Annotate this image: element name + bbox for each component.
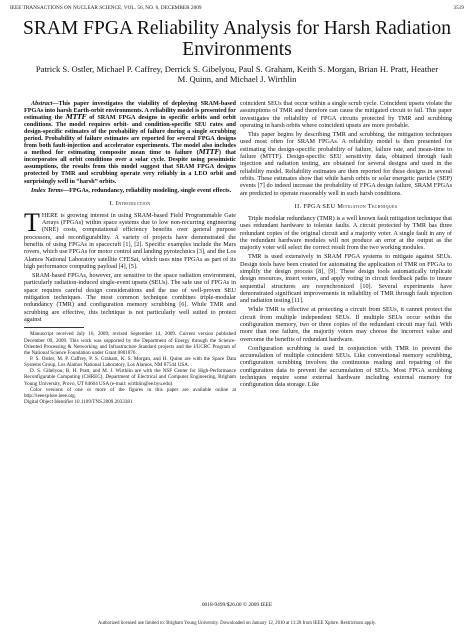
right-paragraph-5: While TMR is effective at protecting a circuit from SEUs, it cannot protect the circuit from multiple independent SEUs. If multiple SEUs occur within the configuration memory, two or three copies of the redundant circuit may fail. With more than one failure, the majority voters may choose the incorrect value and overcome the benefits of redundant hardware.: [240, 306, 452, 343]
section-heading-mitigation: II. FPGA SEU Mitigation Techniques: [294, 203, 398, 211]
footnote-affiliation-lanl: P. S. Ostler, M. P. Caffrey, P. S. Graham, K. S. Morgan, and H. Quinn are with the Space Data Systems Group, Los Alamos National Laboratory, Los Alamos, NM 87544 USA.: [24, 355, 236, 369]
index-terms-text: FPGAs, redundancy, reliability modeling, single event effects.: [69, 186, 232, 194]
intro-paragraph-1: [24, 207, 236, 271]
drop-cap: T: [24, 207, 40, 237]
right-column: [240, 100, 452, 390]
footnote-doi: Digital Object Identifier 10.1109/TNS.2009.2033381: [24, 399, 133, 406]
right-paragraph-4: TMR is used extensively in SRAM FPGA systems to mitigate against SEUs. Design tools have been created for automating the application of TMR on FPGAs to simplify the design process [8], [9]. These design tools automatically triplicate design resources, insert voters, and apply voting in circuit feedback paths to insure sequential structures are resynchronized [10]. Several experiments have demonstrated significant improvements in reliability of TMR through fault injection and radiation testing [11].: [240, 253, 452, 305]
abstract-text-a: This paper investigates the viability of deploying SRAM-based FPGAs into harsh Earth-orbit environments. A reliability model is presented for estimating the: [24, 100, 236, 122]
footnote-divider: [24, 327, 84, 328]
journal-info: IEEE TRANSACTIONS ON NUCLEAR SCIENCE, VOL. 56, NO. 6, DECEMBER 2009: [10, 5, 202, 11]
footnote-affiliation-byu: D. S. Gibelyou, B. H. Pratt, and M. J. Wirthlin are with the NSF Center for High-Performance Reconfigurable Computing (CHREC), Department of Electrical and Computer Engineering, Brigham Young University, Provo, UT 84604 USA (e-mail: wirthlin@ee.byu.edu).: [24, 368, 236, 387]
intro-paragraph-2: SRAM-based FPGAs, however, are sensitive to the space radiation environment, particularly radiation-induced single-event upsets (SEUs). The safe use of FPGAs in space requires careful design considerations and the use of well-proven SEU mitigation techniques. The most common technique combines triple-modular redundancy (TMR) and configuration memory scrubbing [6]. While TMR and scrubbing are effective, this technique is not particularly well suited to protect against: [24, 271, 236, 324]
index-terms: [24, 187, 236, 194]
mttf-symbol: MTTF: [65, 114, 87, 122]
intro-paragraph-1-text: HERE is growing interest in using SRAM-based Field Programmable Gate Arrays (FPGAs) within space systems due to low non-recurring engineering (NRE) costs, computational efficiency benefits over general purpose processors, and reconfigurability. A variety of projects have demonstrated the benefits of using FPGAs in spacecraft [1], [2]. Specific examples include the Mars rovers, which use FPGAs for motor control and landing pyrotechnics [3], and the Los Alamos National Laboratory satellite CFESat, which uses nine FPGAs as part of its high performance computing payload [4], [5].: [24, 211, 236, 271]
right-paragraph-6: Configuration scrubbing is used in conjunction with TMR to prevent the accumulation of multiple coincident SEUs. Like conventional memory scrubbing, configuration scrubbing involves the continuous reading and repairing of the configuration data to prevent the accumulation of SEUs. Most FPGA scrubbing techniques require some external hardware including external memory for configuration data storage. Like: [240, 344, 452, 389]
right-paragraph-1: coincident SEUs that occur within a single scrub cycle. Coincident upsets violate the assumptions of TMR and therefore can cause the mitigated circuit to fail. This paper investigates the reliability of FPGA circuits protected by TMR and scrubbing operating in harsh orbits where coincident upsets are more probable.: [240, 100, 452, 130]
section-heading-introduction: I. Introduction: [109, 199, 151, 207]
author-list: Patrick S. Ostler, Michael P. Caffrey, Derrick S. Gibelyou, Paul S. Graham, Keith S. Morgan, Brian H. Pratt, Heather M. Quinn, and Michael J. Wirthlin: [35, 64, 439, 85]
left-column: [24, 100, 236, 405]
paper-title: SRAM FPGA Reliability Analysis for Harsh Radiation Environments: [23, 18, 451, 60]
abstract-text-b: of SRAM FPGA designs in specific orbits and orbit conditions. The model requires orbit- and condition-specific SEU rates and design-specific estimates of the probability of failure during a single scrubbing period. Probability of failure estimates are reported for several FPGA designs from both fault-injection and accelerator experiments. The model also includes a method for estimating composite mean time to failure (: [24, 114, 236, 157]
mttf-symbol-composite: MTTF: [198, 149, 219, 157]
footnote-manuscript: Manuscript received July 16, 2009; revised September 14, 2009. Current version published December 09, 2009. This work was supported by the Department of Energy through the Science-Oriented Processing & Networking and Infrastructure Standard projects and the I/UCRC Program of the National Science Foundation under Grant 0801876.: [24, 331, 236, 356]
footnote-color-figures: Color versions of one or more of the figures in this paper are available online at http://ieeexplore.ieee.org.: [24, 386, 236, 399]
right-paragraph-2: This paper begins by describing TMR and scrubbing, the mitigation techniques used most often for SRAM FPGAs. A reliability model is then presented for estimating the design-specific probability of failure, failure rate, and mean-time to failure (MTTF). Design-specific SEU sensitivity data, obtained through fault injection and radiation testing, are obtained for several designs and used in the reliability model. Reliability estimates are then reported for these designs in several orbits. These estimates show that while harsh orbits or solar energetic particle (SEP) events [7] do indeed increase the probability of FPGA design failure, SRAM FPGAs are predicted to operate reasonably well in such harsh conditions.: [240, 130, 452, 197]
right-paragraph-3: Triple modular redundancy (TMR) is a well known fault mitigation technique that uses redundant hardware to tolerate faults. A circuit protected by TMR has three redundant copies of the original circuit and a majority voter. A single fault in any of the redundant hardware modules will not produce an error at the output as the majority voter will select the correct result from the two working modules.: [240, 215, 452, 252]
abstract-text-c: ) that incorporates all orbit conditions over a solar cycle. Despite using pessimistic assumptions, the results from this model suggest that SRAM FPGA designs protected by TMR and scrubbing operate very reliably in a LEO orbit and surprisingly well in “harsh” orbits.: [24, 149, 236, 185]
running-head: [10, 5, 464, 11]
abstract-label: Abstract—: [31, 100, 59, 107]
page-number: 3519: [453, 5, 464, 11]
copyright-footer: 0018-9499/$26.00 © 2009 IEEE: [201, 602, 273, 608]
authorized-use-note: Authorized licensed use limited to: Brigham Young University. Downloaded on January 12, 2010 at 11:28 from IEEE Xplore. Restrictions apply.: [97, 621, 377, 626]
index-terms-label: Index Terms—: [31, 186, 70, 194]
abstract: [24, 100, 236, 185]
